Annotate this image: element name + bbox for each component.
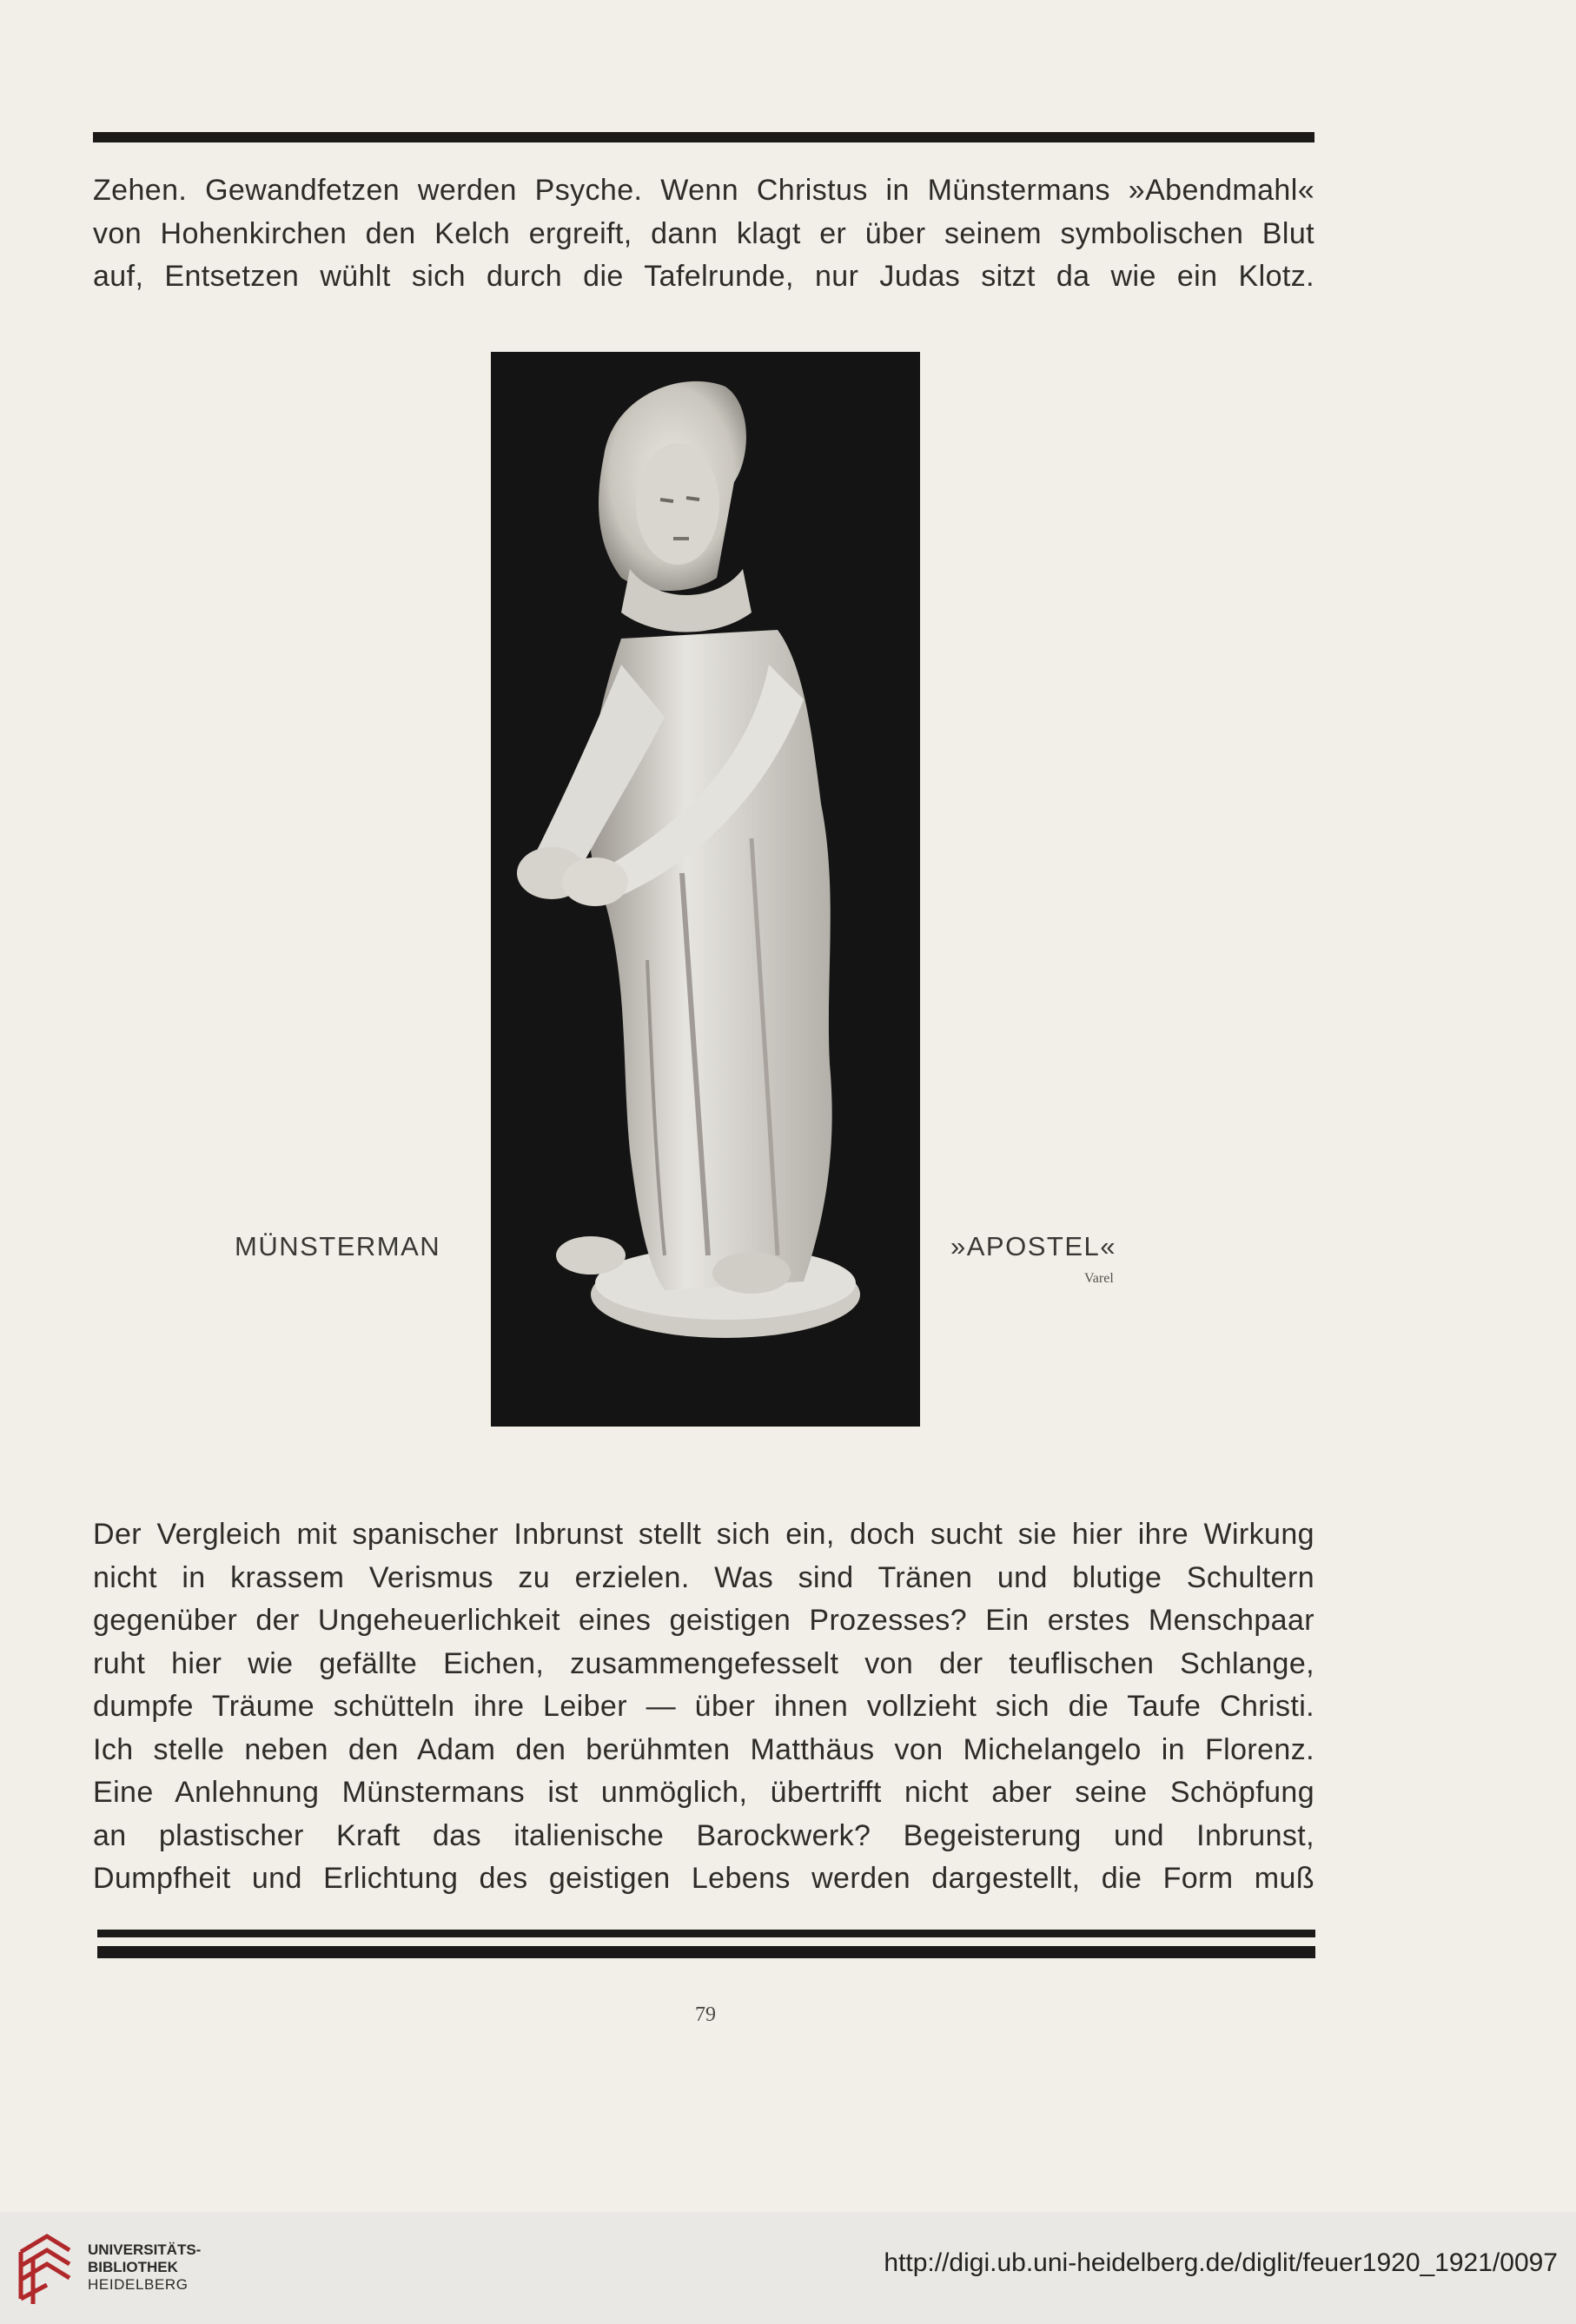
source-url-link[interactable]: http://digi.ub.uni-heidelberg.de/diglit/feuer1920_1921/0097 bbox=[884, 2248, 1558, 2277]
library-logo-icon[interactable] bbox=[12, 2226, 78, 2311]
statue-photograph bbox=[491, 352, 920, 1427]
figure-caption-location: Varel bbox=[1084, 1271, 1114, 1286]
paragraph-line: auf, Entsetzen wühlt sich durch die Tafelrunde, nur Judas sitzt da wie ein Klotz. bbox=[93, 260, 1314, 293]
paragraph-line: von Hohenkirchen den Kelch ergreift, dann klagt er über seinem symbolischen Blut bbox=[93, 216, 1314, 250]
library-footer bbox=[0, 2212, 1576, 2324]
figure-caption-artist: MÜNSTERMAN bbox=[235, 1231, 441, 1261]
statue-image bbox=[491, 352, 920, 1427]
bottom-rule-thick bbox=[97, 1946, 1315, 1958]
paragraph-line: Zehen. Gewandfetzen werden Psyche. Wenn Christus in Münstermans »Abendmahl« bbox=[93, 174, 1314, 207]
library-name-line: UNIVERSITÄTS- bbox=[88, 2241, 202, 2258]
paragraph-line: Eine Anlehnung Münstermans ist unmöglich, übertrifft nicht aber seine Schöpfung bbox=[93, 1776, 1314, 1809]
paragraph-line: gegenüber der Ungeheuerlichkeit eines geistigen Prozesses? Ein erstes Menschpaar bbox=[93, 1604, 1314, 1637]
paragraph-line: nicht in krassem Verismus zu erzielen. Was sind Tränen und blutige Schultern bbox=[93, 1560, 1314, 1594]
library-name-line: BIBLIOTHEK bbox=[88, 2259, 178, 2275]
page-number: 79 bbox=[695, 2003, 716, 2026]
paragraph-line: Dumpfheit und Erlichtung des geistigen Lebens werden dargestellt, die Form muß bbox=[93, 1862, 1314, 1895]
paragraph-line: ruht hier wie gefällte Eichen, zusammengefesselt von der teuflischen Schlange, bbox=[93, 1646, 1314, 1680]
top-rule bbox=[93, 132, 1314, 142]
paragraph-line: an plastischer Kraft das italienische Barockwerk? Begeisterung und Inbrunst, bbox=[93, 1818, 1314, 1852]
library-name[interactable] bbox=[88, 2241, 201, 2294]
paragraph-line: dumpfe Träume schütteln ihre Leiber — über ihnen vollzieht sich die Taufe Christi. bbox=[93, 1690, 1314, 1723]
paragraph-line: Der Vergleich mit spanischer Inbrunst stellt sich ein, doch sucht sie hier ihre Wirkung bbox=[93, 1518, 1314, 1551]
top-paragraph bbox=[93, 169, 1314, 299]
paragraph-line: Ich stelle neben den Adam den berühmten Matthäus von Michelangelo in Florenz. bbox=[93, 1732, 1314, 1766]
figure-caption-title: »APOSTEL« bbox=[950, 1231, 1116, 1261]
bottom-paragraph bbox=[93, 1513, 1314, 1901]
bottom-rule-thin bbox=[97, 1930, 1315, 1937]
library-name-line: HEIDELBERG bbox=[88, 2276, 189, 2293]
